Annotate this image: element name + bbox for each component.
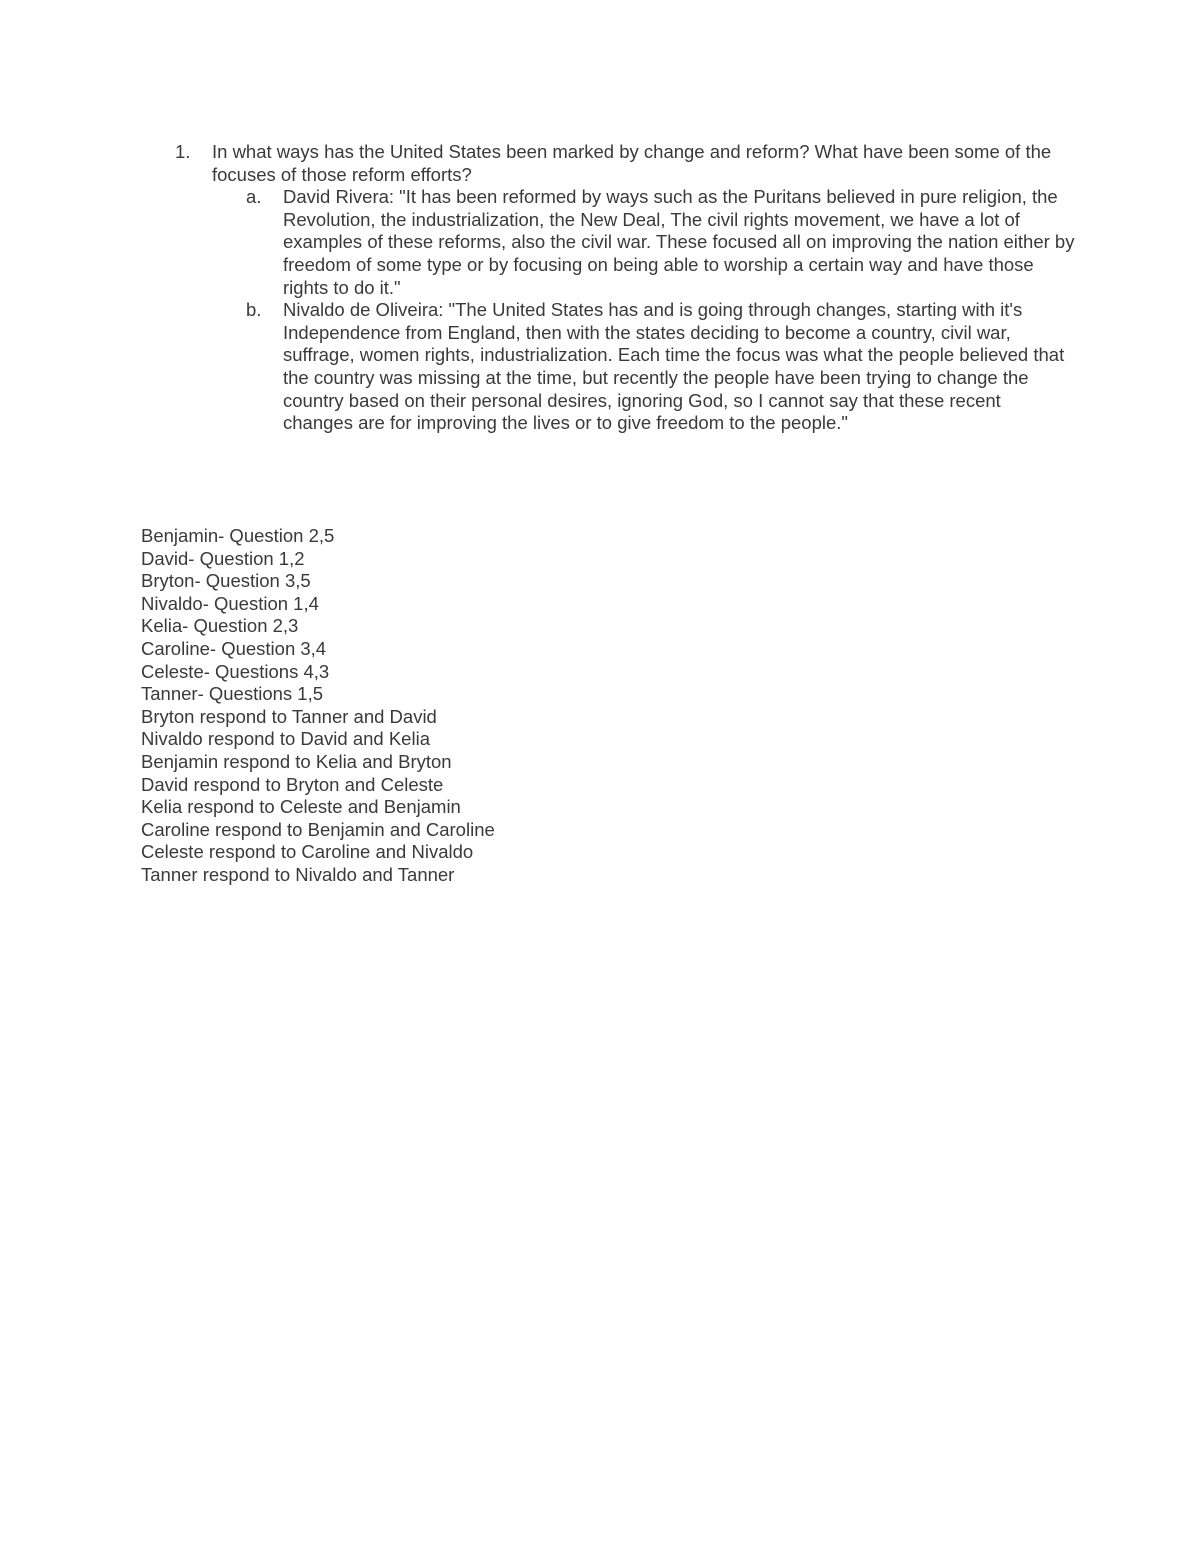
assignment-line: Celeste respond to Caroline and Nivaldo xyxy=(141,841,474,863)
answer-marker: a. xyxy=(246,186,262,208)
assignment-line: Benjamin respond to Kelia and Bryton xyxy=(141,750,452,772)
assignment-line: Caroline respond to Benjamin and Caroline xyxy=(141,818,495,840)
assignment-line: Kelia- Question 2,3 xyxy=(141,615,299,637)
question-list xyxy=(175,141,1075,435)
assignment-line: Caroline- Question 3,4 xyxy=(141,637,327,659)
assignment-line: Bryton respond to Tanner and David xyxy=(141,705,437,727)
answer-item xyxy=(246,299,1075,435)
answer-list xyxy=(246,186,1075,435)
assignment-line: Tanner respond to Nivaldo and Tanner xyxy=(141,863,455,885)
assignment-line: Celeste- Questions 4,3 xyxy=(141,660,330,682)
assignment-list xyxy=(141,525,841,887)
assignment-line: Kelia respond to Celeste and Benjamin xyxy=(141,796,461,818)
answer-text: Nivaldo de Oliveira: "The United States has and is going through changes, starting with it's Independence from England, then with the states deciding to become a country, civil war, suffrage, women rights, industrialization. Each time the focus was what the people believed that the country was missing at the time, but recently the people have been trying to change the country based on their personal desires, ignoring God, so I cannot say that these recent changes are for improving the lives or to give freedom to the people." xyxy=(283,299,1065,434)
question-number: 1. xyxy=(175,141,191,162)
assignment-line: Nivaldo respond to David and Kelia xyxy=(141,728,430,750)
assignment-line: Nivaldo- Question 1,4 xyxy=(141,592,319,614)
assignment-line: David- Question 1,2 xyxy=(141,547,305,569)
question-text: In what ways has the United States been marked by change and reform? What have been some of the focuses of those reform efforts? xyxy=(212,141,1052,185)
assignment-line: David respond to Bryton and Celeste xyxy=(141,773,444,795)
answer-text: David Rivera: "It has been reformed by ways such as the Puritans believed in pure religion, the Revolution, the industrialization, the New Deal, The civil rights movement, we have a lot of examples of these reforms, also the civil war. These focused all on improving the nation either by freedom of some type or by focusing on being able to worship a certain way and have those rights to do it." xyxy=(283,186,1075,298)
assignment-line: Benjamin- Question 2,5 xyxy=(141,525,335,546)
assignment-line: Tanner- Questions 1,5 xyxy=(141,683,324,705)
assignment-line: Bryton- Question 3,5 xyxy=(141,570,311,592)
question-item xyxy=(175,141,1075,435)
answer-item xyxy=(246,186,1075,299)
answer-marker: b. xyxy=(246,299,262,321)
